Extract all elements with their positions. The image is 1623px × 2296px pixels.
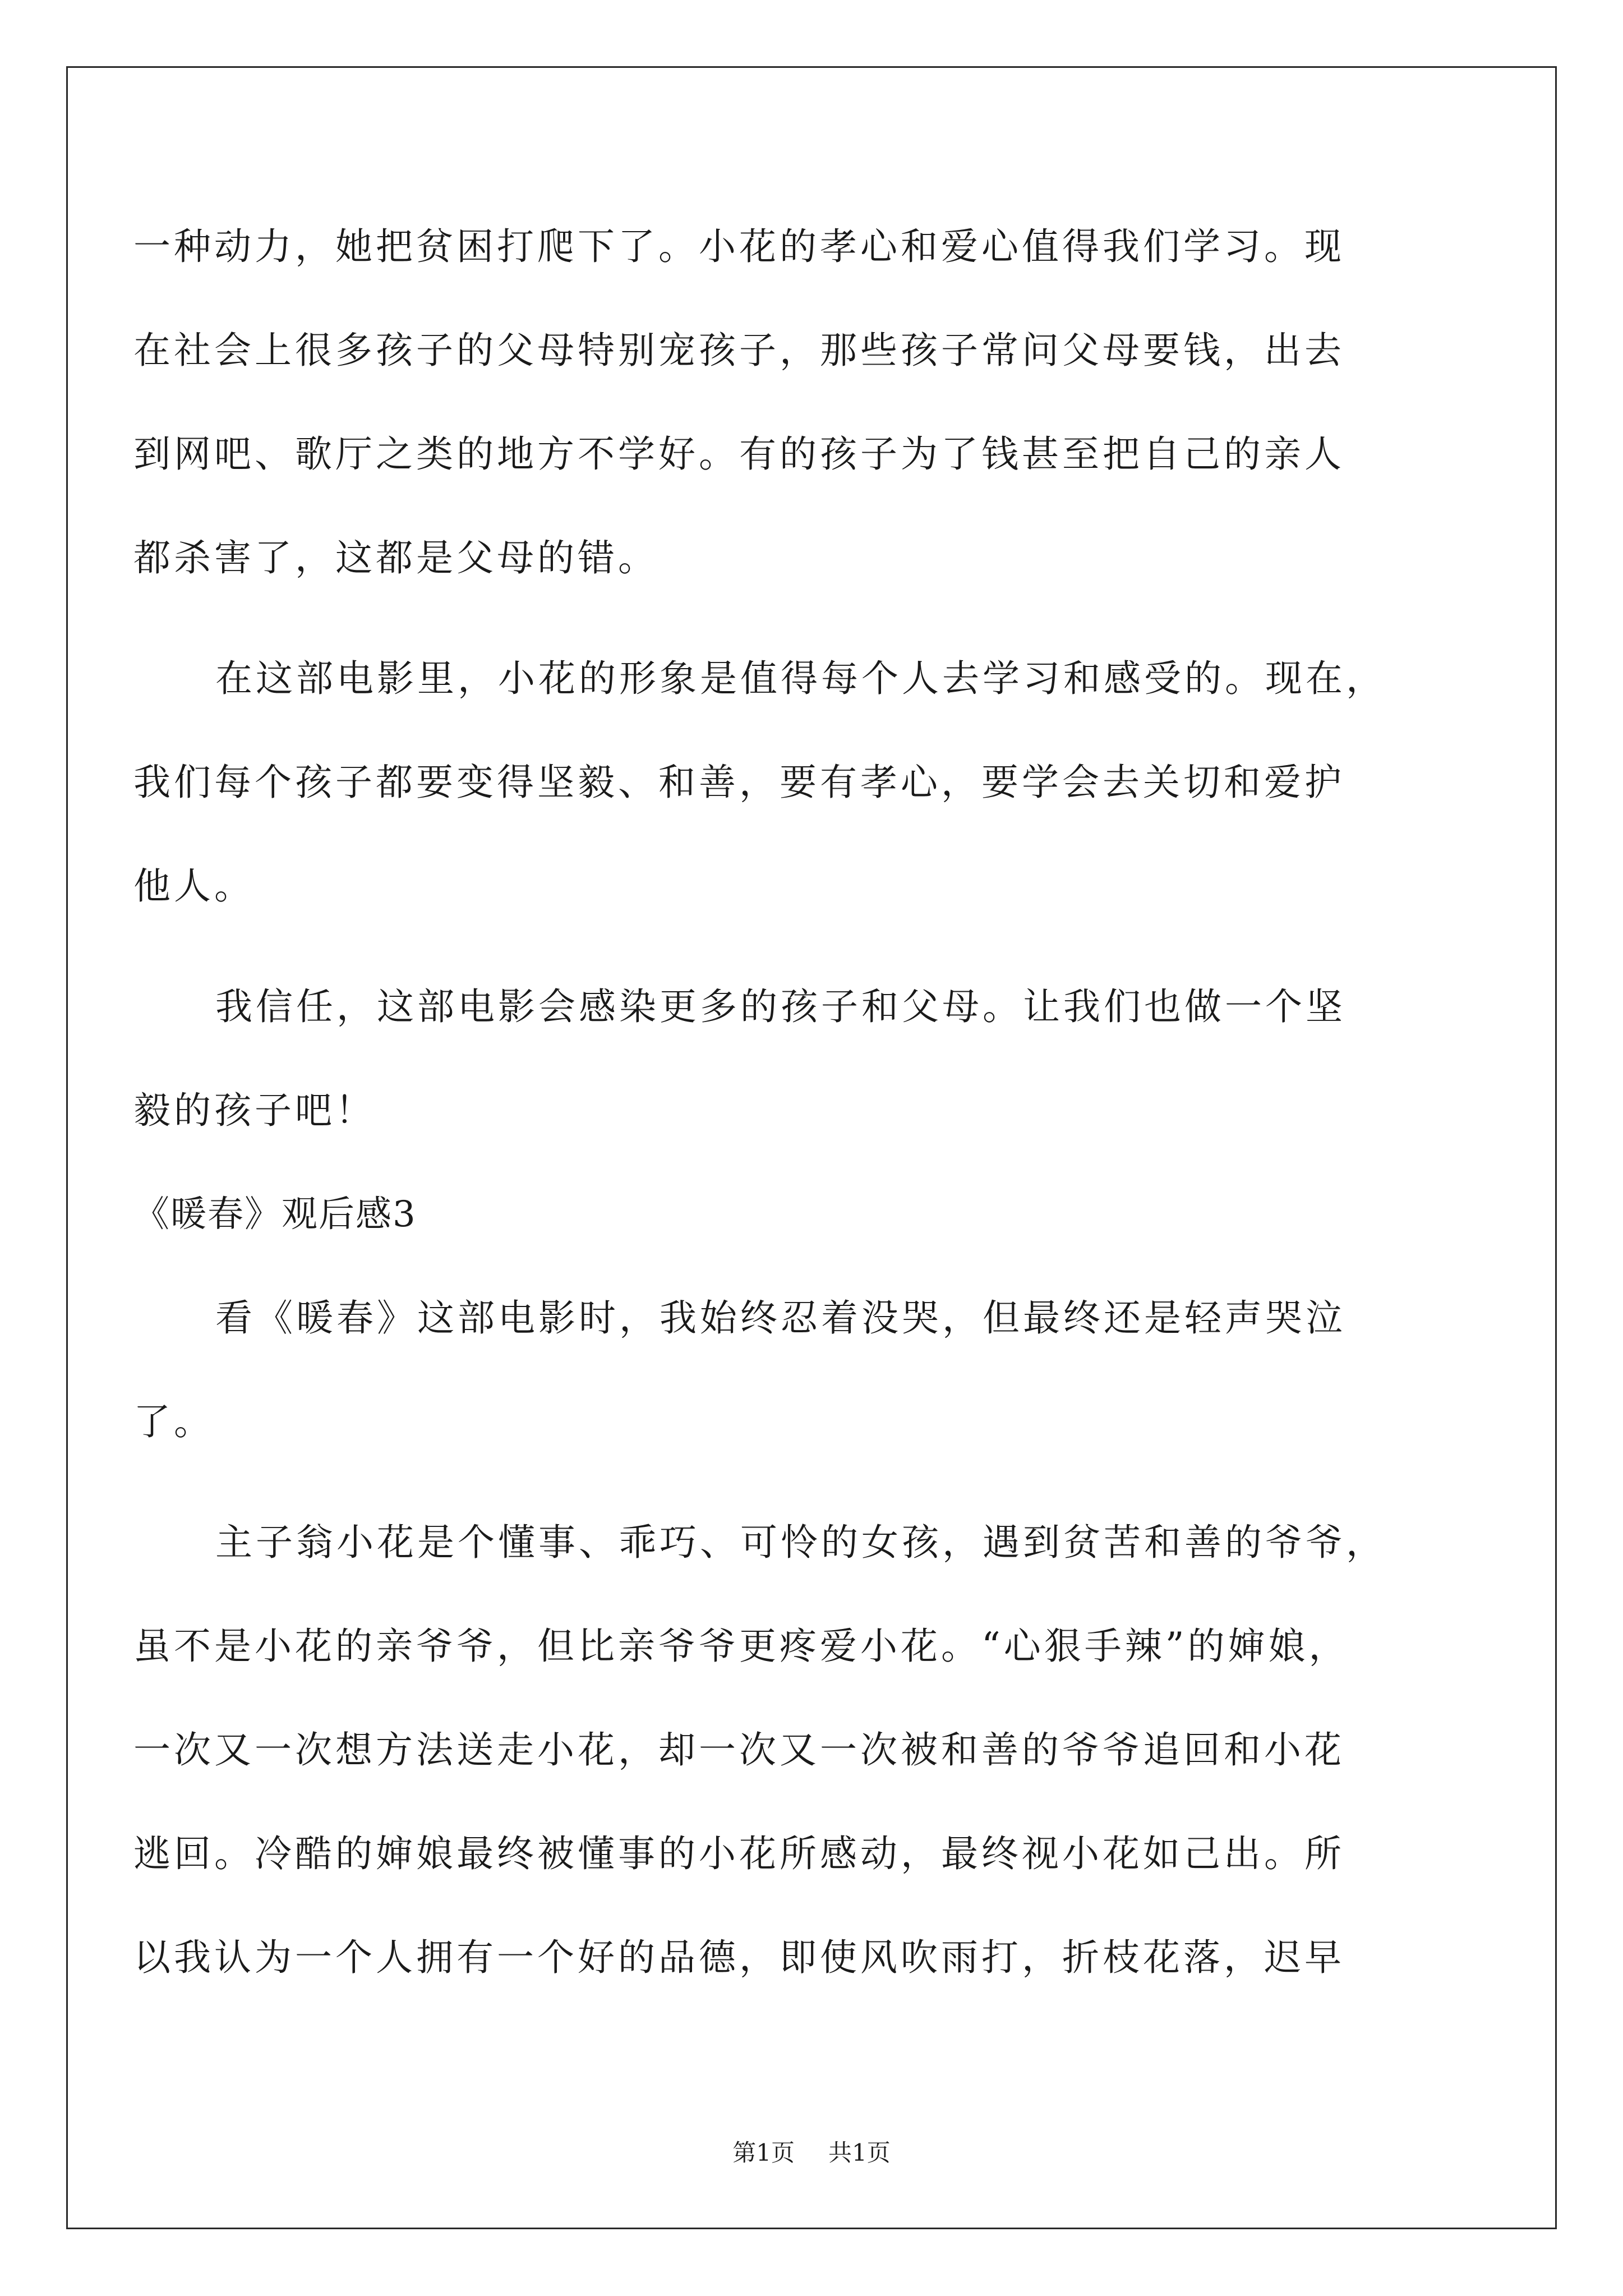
- paragraph-2-line-2: 我们每个孩子都要变得坚毅、和善，要有孝心，要学会去关切和爱护: [133, 761, 1345, 804]
- paragraph-1-line-1: 一种动力，她把贫困打爬下了。小花的孝心和爱心值得我们学习。现: [133, 225, 1345, 268]
- paragraph-3-line-1: 我信任，这部电影会感染更多的孩子和父母。让我们也做一个坚: [215, 985, 1346, 1028]
- paragraph-5-line-2: 虽不是小花的亲爷爷，但比亲爷爷更疼爱小花。“心狠手辣”的婶娘，: [133, 1625, 1349, 1668]
- page-footer: [0, 2137, 1623, 2169]
- section-heading: 《暖春》观后感3: [133, 1194, 417, 1235]
- page-number-current: 第1页: [732, 2139, 795, 2166]
- paragraph-2-line-3: 他人。: [133, 864, 255, 908]
- paragraph-3-line-2: 毅的孩子吧！: [133, 1089, 376, 1132]
- paragraph-1-line-3: 到网吧、歌厅之类的地方不学好。有的孩子为了钱甚至把自己的亲人: [133, 432, 1345, 476]
- paragraph-2-line-1: 在这部电影里，小花的形象是值得每个人去学习和感受的。现在，: [215, 657, 1386, 700]
- paragraph-4-line-2: 了。: [133, 1400, 214, 1443]
- paragraph-1-line-4: 都杀害了，这都是父母的错。: [133, 536, 658, 579]
- paragraph-1-line-2: 在社会上很多孩子的父母特别宠孩子，那些孩子常问父母要钱，出去: [133, 329, 1345, 372]
- paragraph-4-line-1: 看《暖春》这部电影时，我始终忍着没哭，但最终还是轻声哭泣: [215, 1296, 1346, 1340]
- paragraph-5-line-4: 逃回。冷酷的婶娘最终被懂事的小花所感动，最终视小花如己出。所: [133, 1832, 1345, 1875]
- paragraph-5-line-3: 一次又一次想方法送走小花，却一次又一次被和善的爷爷追回和小花: [133, 1728, 1345, 1772]
- paragraph-5-line-5: 以我认为一个人拥有一个好的品德，即使风吹雨打，折枝花落，迟早: [133, 1936, 1345, 1979]
- page-number-total: 共1页: [828, 2139, 891, 2166]
- paragraph-5-line-1: 主子翁小花是个懂事、乖巧、可怜的女孩，遇到贫苦和善的爷爷，: [215, 1521, 1386, 1564]
- page-border: [66, 66, 1557, 2229]
